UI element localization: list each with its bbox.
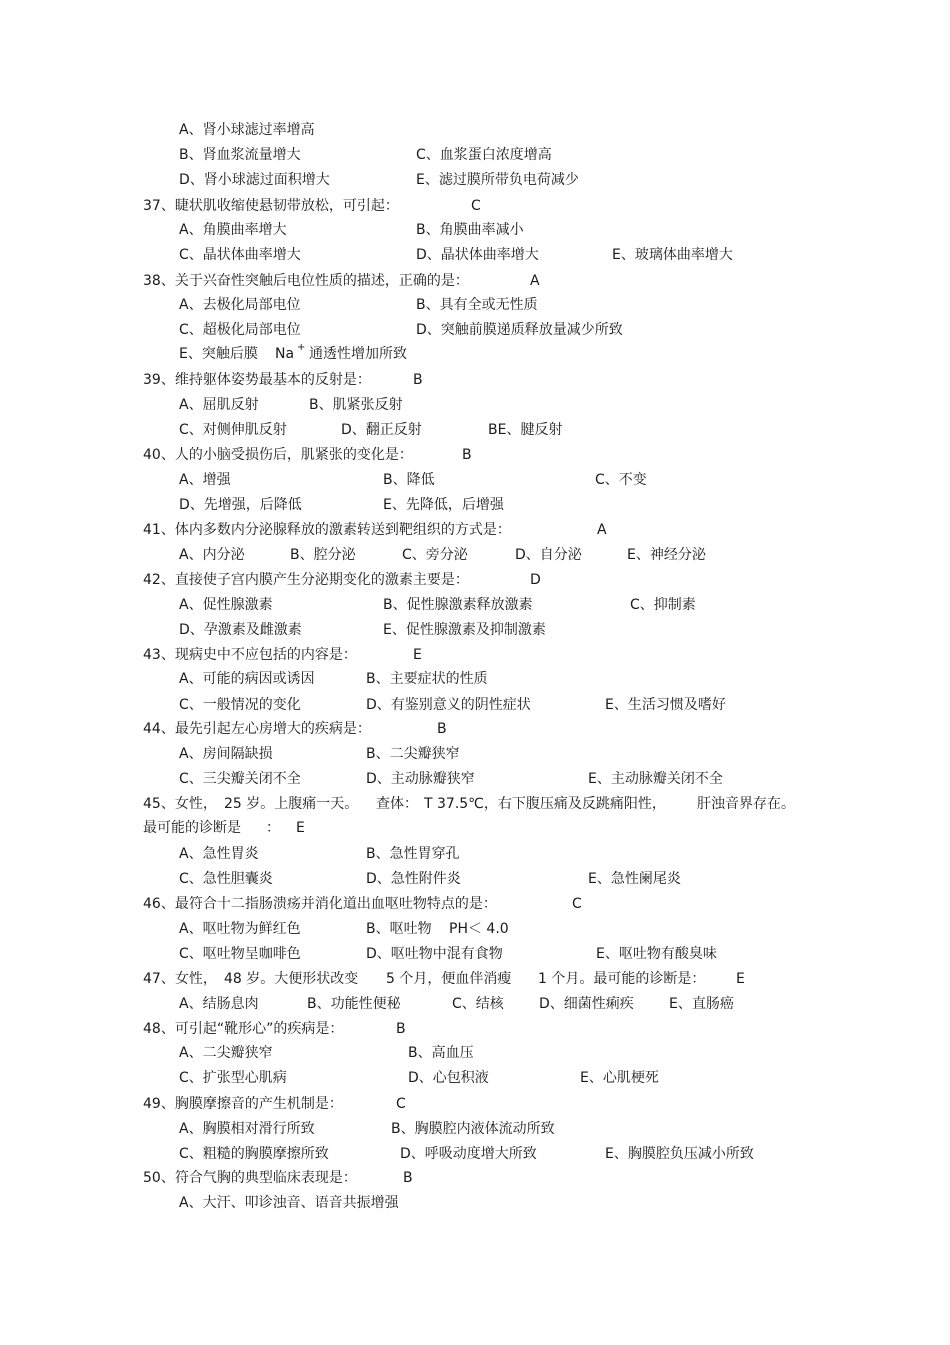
- question-text: 38、关于兴奋性突触后电位性质的描述，正确的是：: [143, 273, 469, 289]
- question-text: 43、现病史中不应包括的内容是：: [143, 647, 357, 663]
- option-text: E、直肠癌: [669, 996, 734, 1012]
- question-text: 47、女性，: [143, 971, 217, 987]
- question-text: 查体：: [376, 796, 418, 812]
- option-text: E、胸膜腔负压减小所致: [605, 1146, 754, 1162]
- option-text: C、呕吐物呈咖啡色: [179, 946, 301, 962]
- option-text: A、胸膜相对滑行所致: [179, 1121, 315, 1137]
- question-text: 1 个月。最可能的诊断是：: [538, 971, 706, 987]
- option-text: A、角膜曲率增大: [179, 222, 287, 238]
- answer-key: B: [396, 1021, 406, 1037]
- option-text: C、晶状体曲率增大: [179, 247, 301, 263]
- option-text: A、房间隔缺损: [179, 746, 273, 762]
- option-text: D、呕吐物中混有食物: [366, 946, 503, 962]
- option-text: A、二尖瓣狭窄: [179, 1045, 273, 1061]
- question-text: T 37.5℃，右下腹压痛及反跳痛阳性，: [424, 796, 666, 812]
- option-text: B、呕吐物: [366, 921, 432, 937]
- question-text: 39、维持躯体姿势最基本的反射是：: [143, 372, 371, 388]
- option-text: E、呕吐物有酸臭味: [596, 946, 717, 962]
- question-text: 37、睫状肌收缩使悬韧带放松，可引起：: [143, 198, 399, 214]
- option-text: B、肾血浆流量增大: [179, 147, 301, 163]
- option-text: D、自分泌: [515, 547, 582, 563]
- answer-key: B: [403, 1170, 413, 1186]
- question-text: 25 岁。上腹痛一天。: [224, 796, 359, 812]
- question-text: 41、体内多数内分泌腺释放的激素转送到靶组织的方式是：: [143, 522, 511, 538]
- option-text: D、翻正反射: [341, 422, 422, 438]
- option-text: D、突触前膜递质释放量减少所致: [416, 322, 623, 338]
- option-text: E、生活习惯及嗜好: [605, 697, 726, 713]
- option-text: B、具有全或无性质: [416, 297, 538, 313]
- option-text: C、扩张型心肌病: [179, 1070, 287, 1086]
- option-text: D、孕激素及雌激素: [179, 622, 302, 638]
- option-text: A、急性胃炎: [179, 846, 259, 862]
- answer-key: C: [471, 198, 481, 214]
- option-text: D、晶状体曲率增大: [416, 247, 539, 263]
- option-text: E、心肌梗死: [580, 1070, 659, 1086]
- option-text: C、超极化局部电位: [179, 322, 301, 338]
- option-text: PH＜ 4.0: [449, 921, 509, 937]
- question-text: 肝浊音界存在。: [697, 796, 795, 812]
- option-text: A、呕吐物为鲜红色: [179, 921, 301, 937]
- option-text: C、三尖瓣关闭不全: [179, 771, 301, 787]
- question-text: 最可能的诊断是: [143, 820, 241, 836]
- option-text: C、不变: [595, 472, 647, 488]
- answer-key: C: [396, 1096, 406, 1112]
- question-text: 48、可引起“靴形心”的疾病是：: [143, 1021, 344, 1037]
- option-text: B、急性胃穿孔: [366, 846, 460, 862]
- answer-key: B: [462, 447, 472, 463]
- question-text: ：: [266, 820, 280, 836]
- option-text: B、腔分泌: [290, 547, 356, 563]
- option-text: 通透性增加所致: [309, 346, 407, 362]
- option-text: D、心包积液: [408, 1070, 489, 1086]
- option-text: D、细菌性痢疾: [539, 996, 634, 1012]
- option-text: D、先增强，后降低: [179, 497, 302, 513]
- option-text: A、去极化局部电位: [179, 297, 301, 313]
- option-text: D、有鉴别意义的阴性症状: [366, 697, 531, 713]
- option-text: E、玻璃体曲率增大: [612, 247, 733, 263]
- superscript: +: [297, 342, 306, 353]
- question-text: 42、直接使子宫内膜产生分泌期变化的激素主要是：: [143, 572, 469, 588]
- answer-key: E: [296, 820, 305, 836]
- option-text: A、可能的病因或诱因: [179, 671, 315, 687]
- option-text: B、功能性便秘: [307, 996, 401, 1012]
- answer-key: B: [413, 372, 423, 388]
- question-text: 5 个月，便血伴消瘦: [386, 971, 512, 987]
- option-text: A、大汗、叩诊浊音、语音共振增强: [179, 1195, 399, 1211]
- answer-key: E: [736, 971, 745, 987]
- answer-key: E: [413, 647, 422, 663]
- option-text: C、一般情况的变化: [179, 697, 301, 713]
- question-text: 48 岁。大便形状改变: [224, 971, 359, 987]
- option-text: E、主动脉瓣关闭不全: [588, 771, 723, 787]
- option-text: D、急性附件炎: [366, 871, 461, 887]
- option-text: C、粗糙的胸膜摩擦所致: [179, 1146, 329, 1162]
- answer-key: A: [530, 273, 540, 289]
- option-text: B、二尖瓣狭窄: [366, 746, 460, 762]
- option-text: C、血浆蛋白浓度增高: [416, 147, 552, 163]
- option-text: A、增强: [179, 472, 231, 488]
- option-text: A、屈肌反射: [179, 397, 259, 413]
- answer-key: A: [597, 522, 607, 538]
- option-text: C、对侧伸肌反射: [179, 422, 287, 438]
- question-text: 49、胸膜摩擦音的产生机制是：: [143, 1096, 343, 1112]
- option-text: B、高血压: [408, 1045, 474, 1061]
- option-text: B、促性腺激素释放激素: [383, 597, 533, 613]
- option-text: E、神经分泌: [627, 547, 706, 563]
- option-text: C、结核: [452, 996, 504, 1012]
- question-text: 50、符合气胸的典型临床表现是：: [143, 1170, 357, 1186]
- option-text: A、结肠息肉: [179, 996, 259, 1012]
- question-text: 40、人的小脑受损伤后，肌紧张的变化是：: [143, 447, 413, 463]
- option-text: C、急性胆囊炎: [179, 871, 273, 887]
- option-text: B、胸膜腔内液体流动所致: [391, 1121, 555, 1137]
- option-text: D、肾小球滤过面积增大: [179, 172, 330, 188]
- option-text: E、急性阑尾炎: [588, 871, 681, 887]
- option-text: E、先降低，后增强: [383, 497, 504, 513]
- question-text: 44、最先引起左心房增大的疾病是：: [143, 721, 371, 737]
- option-text: D、主动脉瓣狭窄: [366, 771, 475, 787]
- option-text: B、角膜曲率减小: [416, 222, 524, 238]
- option-text: B、降低: [383, 472, 435, 488]
- option-text: Na: [275, 346, 295, 362]
- option-text: C、旁分泌: [402, 547, 468, 563]
- answer-key: D: [530, 572, 541, 588]
- option-text: A、促性腺激素: [179, 597, 273, 613]
- option-text: B、主要症状的性质: [366, 671, 488, 687]
- option-text: A、肾小球滤过率增高: [179, 122, 315, 138]
- option-text: E、促性腺激素及抑制激素: [383, 622, 546, 638]
- option-text: E、突触后膜: [179, 346, 258, 362]
- option-text: D、呼吸动度增大所致: [400, 1146, 537, 1162]
- question-text: 46、最符合十二指肠溃疡并消化道出血呕吐物特点的是：: [143, 896, 497, 912]
- option-text: C、抑制素: [630, 597, 696, 613]
- option-text: E、滤过膜所带负电荷减少: [416, 172, 579, 188]
- question-text: 45、女性，: [143, 796, 217, 812]
- answer-key: C: [572, 896, 582, 912]
- option-text: BE、腱反射: [488, 422, 563, 438]
- option-text: A、内分泌: [179, 547, 245, 563]
- answer-key: B: [437, 721, 447, 737]
- option-text: B、肌紧张反射: [309, 397, 403, 413]
